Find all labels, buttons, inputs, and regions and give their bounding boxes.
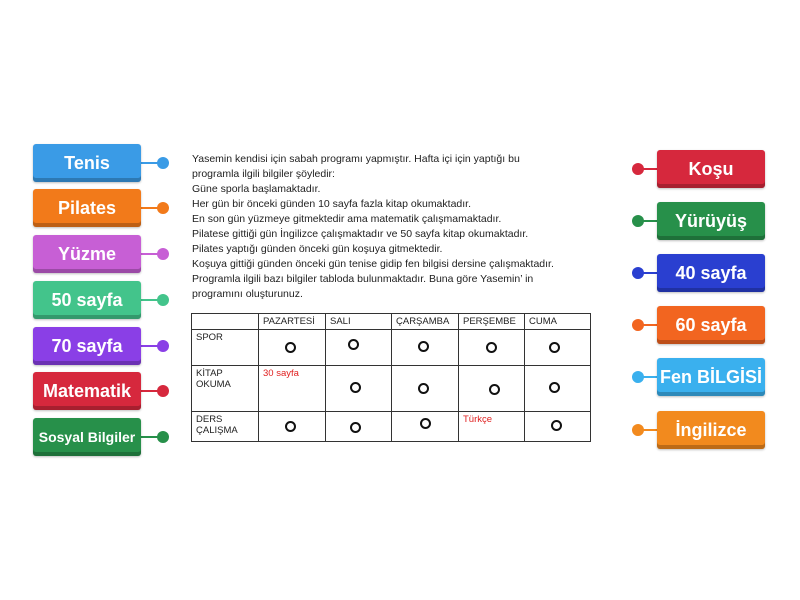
drop-cell[interactable] <box>525 412 591 442</box>
task-line: Her gün bir önceki günden 10 sayfa fazla kitap okumaktadır. <box>192 198 471 210</box>
connector-dot-icon[interactable] <box>157 248 169 260</box>
drop-target-icon[interactable] <box>348 339 359 350</box>
task-line: Koşuya gittiği günden önceki gün tenise gidip fen bilgisi dersine çalışmaktadır. <box>192 258 554 270</box>
drop-target-icon[interactable] <box>418 383 429 394</box>
connector-dot-icon[interactable] <box>157 431 169 443</box>
drop-target-icon[interactable] <box>285 342 296 353</box>
task-line: Pilates yaptığı günden önceki gün koşuya gitmektedir. <box>192 243 443 255</box>
answer-tile-ko-u[interactable]: Koşu <box>657 150 765 188</box>
drop-target-icon[interactable] <box>350 422 361 433</box>
task-line: Pilatese gittiği gün İngilizce çalışmaktadır ve 50 sayfa kitap okumaktadır. <box>192 228 529 240</box>
task-line: Güne sporla başlamaktadır. <box>192 183 321 195</box>
drop-target-icon[interactable] <box>551 420 562 431</box>
task-line: Programla ilgili bazı bilgiler tabloda bulunmaktadır. Buna göre Yasemin’ in <box>192 273 534 285</box>
row-label: DERS ÇALIŞMA <box>192 412 259 442</box>
task-description <box>192 152 592 302</box>
table-row <box>192 330 591 366</box>
drop-cell[interactable] <box>525 330 591 366</box>
drop-cell[interactable] <box>392 330 459 366</box>
task-line: Yasemin kendisi için sabah programı yapmıştır. Hafta içi için yaptığı bu <box>192 153 520 165</box>
answer-tile-matematik[interactable]: Matematik <box>33 372 141 410</box>
drop-target-icon[interactable] <box>285 421 296 432</box>
drop-cell[interactable] <box>326 366 392 412</box>
connector-dot-icon[interactable] <box>632 424 644 436</box>
drop-cell[interactable] <box>259 330 326 366</box>
table-header-row <box>192 314 591 330</box>
row-label: SPOR <box>192 330 259 366</box>
drop-cell[interactable] <box>392 412 459 442</box>
table-row <box>192 412 591 442</box>
drop-cell[interactable] <box>525 366 591 412</box>
answer-tile-fen-bi-lgi-si[interactable]: Fen BİLGİSİ <box>657 358 765 396</box>
answer-tile-sosyal-bilgiler[interactable]: Sosyal Bilgiler <box>33 418 141 456</box>
drop-cell[interactable] <box>326 330 392 366</box>
answer-tile-50-sayfa[interactable]: 50 sayfa <box>33 281 141 319</box>
answer-tile-60-sayfa[interactable]: 60 sayfa <box>657 306 765 344</box>
row-label: KİTAP OKUMA <box>192 366 259 412</box>
table-header-cell: PERŞEMBE <box>459 314 525 330</box>
task-line: programını oluşturunuz. <box>192 288 303 300</box>
drop-target-icon[interactable] <box>549 382 560 393</box>
connector-dot-icon[interactable] <box>632 215 644 227</box>
answer-tile-y-zme[interactable]: Yüzme <box>33 235 141 273</box>
connector-dot-icon[interactable] <box>157 340 169 352</box>
answer-tile-pilates[interactable]: Pilates <box>33 189 141 227</box>
schedule-table <box>191 313 591 442</box>
answer-tile-i-ngilizce[interactable]: İngilizce <box>657 411 765 449</box>
drop-cell[interactable] <box>459 330 525 366</box>
drop-cell[interactable] <box>459 366 525 412</box>
table-corner-cell <box>192 314 259 330</box>
drop-target-icon[interactable] <box>489 384 500 395</box>
drop-target-icon[interactable] <box>549 342 560 353</box>
task-line: programla ilgili bilgiler şöyledir: <box>192 168 335 180</box>
drop-cell[interactable]: Türkçe <box>459 412 525 442</box>
answer-tile-40-sayfa[interactable]: 40 sayfa <box>657 254 765 292</box>
connector-dot-icon[interactable] <box>157 385 169 397</box>
table-header-cell: PAZARTESİ <box>259 314 326 330</box>
drop-target-icon[interactable] <box>486 342 497 353</box>
connector-dot-icon[interactable] <box>632 371 644 383</box>
task-line: En son gün yüzmeye gitmektedir ama matematik çalışmamaktadır. <box>192 213 502 225</box>
table-header-cell: CUMA <box>525 314 591 330</box>
drop-cell[interactable] <box>392 366 459 412</box>
connector-dot-icon[interactable] <box>632 319 644 331</box>
drop-cell[interactable]: 30 sayfa <box>259 366 326 412</box>
drop-target-icon[interactable] <box>350 382 361 393</box>
connector-dot-icon[interactable] <box>632 163 644 175</box>
drop-target-icon[interactable] <box>418 341 429 352</box>
drop-cell[interactable] <box>259 412 326 442</box>
answer-tile-70-sayfa[interactable]: 70 sayfa <box>33 327 141 365</box>
answer-tile-tenis[interactable]: Tenis <box>33 144 141 182</box>
table-header-cell: SALI <box>326 314 392 330</box>
connector-dot-icon[interactable] <box>157 157 169 169</box>
connector-dot-icon[interactable] <box>157 202 169 214</box>
table-row <box>192 366 591 412</box>
table-header-cell: ÇARŞAMBA <box>392 314 459 330</box>
connector-dot-icon[interactable] <box>157 294 169 306</box>
drop-cell[interactable] <box>326 412 392 442</box>
drop-target-icon[interactable] <box>420 418 431 429</box>
connector-dot-icon[interactable] <box>632 267 644 279</box>
answer-tile-y-r-y[interactable]: Yürüyüş <box>657 202 765 240</box>
